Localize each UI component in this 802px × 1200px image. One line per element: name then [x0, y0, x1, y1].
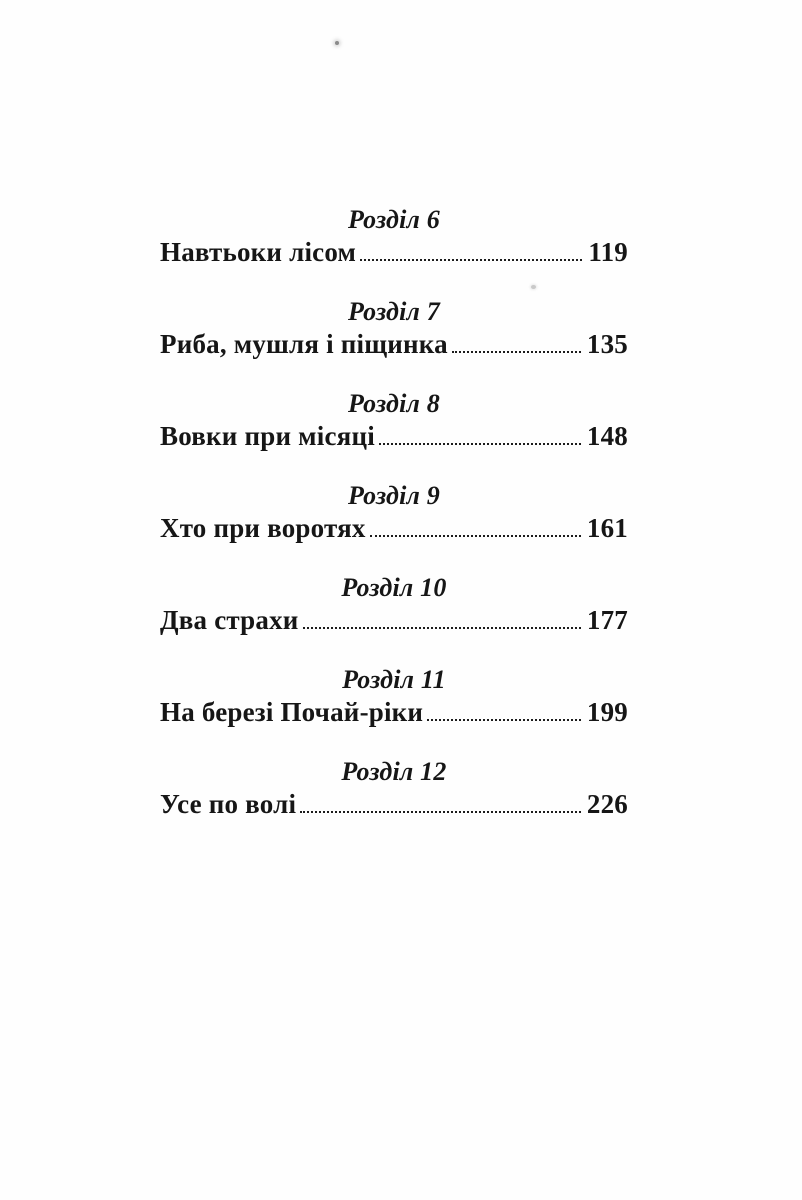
toc-entry-row	[160, 788, 628, 820]
toc-entry	[160, 480, 628, 544]
chapter-title: Хто при воротях	[160, 513, 366, 543]
page-number: 161	[586, 513, 628, 543]
chapter-heading: Розділ 11	[342, 665, 446, 694]
dot-leader	[360, 259, 582, 261]
page-number: 177	[586, 605, 628, 635]
chapter-title: Усе по волі	[160, 789, 297, 819]
toc-entry	[160, 756, 628, 820]
chapter-heading: Розділ 8	[348, 389, 440, 418]
toc-entry	[160, 296, 628, 360]
chapter-title: Риба, мушля і піщинка	[160, 329, 448, 359]
scan-dust-speck	[335, 41, 339, 45]
dot-leader	[303, 627, 581, 629]
dot-leader	[300, 811, 581, 813]
toc-entry	[160, 388, 628, 452]
page-number: 199	[586, 697, 628, 727]
chapter-heading: Розділ 10	[341, 573, 447, 602]
toc-entry-row	[160, 236, 628, 268]
chapter-heading: Розділ 7	[348, 297, 440, 326]
toc-entry-row	[160, 604, 628, 636]
chapter-title: На березі Почай-ріки	[160, 697, 424, 727]
toc-entry	[160, 664, 628, 728]
page-number: 135	[586, 329, 628, 359]
table-of-contents	[160, 204, 628, 848]
dot-leader	[452, 351, 581, 353]
dot-leader	[379, 443, 581, 445]
toc-entry	[160, 204, 628, 268]
chapter-heading: Розділ 9	[348, 481, 440, 510]
chapter-title: Вовки при місяці	[160, 421, 375, 451]
chapter-heading: Розділ 6	[348, 205, 440, 234]
toc-entry-row	[160, 328, 628, 360]
dot-leader	[370, 535, 581, 537]
toc-entry-row	[160, 696, 628, 728]
page-number: 226	[586, 789, 628, 819]
chapter-title: Два страхи	[160, 605, 299, 635]
chapter-heading: Розділ 12	[341, 757, 447, 786]
page-number: 148	[586, 421, 628, 451]
toc-entry-row	[160, 420, 628, 452]
chapter-title: Навтьоки лісом	[160, 237, 357, 267]
dot-leader	[427, 719, 581, 721]
toc-entry	[160, 572, 628, 636]
toc-entry-row	[160, 512, 628, 544]
page-number: 119	[588, 237, 628, 267]
